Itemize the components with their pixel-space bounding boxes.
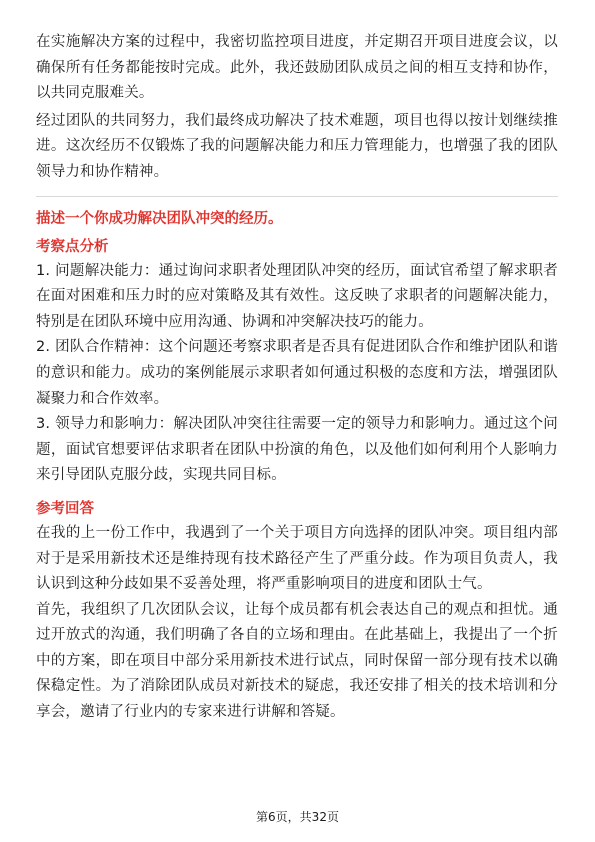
page-number: 第6页，共32页 xyxy=(256,810,339,824)
answer-heading: 参考回答 xyxy=(36,500,94,517)
analysis-point-2: 2. 团队合作精神：这个问题还考察求职者是否具有促进团队合作和维护团队和谐的意识和能力。成功的案例能展示求职者如何通过积极的态度和方法，增强团队凝聚力和合作效率。 xyxy=(36,339,558,407)
answer-paragraph-1: 在我的上一份工作中，我遇到了一个关于项目方向选择的团队冲突。项目组内部对于是采用新技术还是维持现有技术路径产生了严重分歧。作为项目负责人，我认识到这种分歧如果不妥善处理，将严重影响项目的进度和团队士气。 xyxy=(36,524,558,593)
analysis-point-3: 3. 领导力和影响力：解决团队冲突往往需要一定的领导力和影响力。通过这个问题，面试官想要评估求职者在团队中扮演的角色，以及他们如何利用个人影响力来引导团队克服分歧，实现共同目标。 xyxy=(36,416,558,484)
answer-paragraph-2: 首先，我组织了几次团队会议，让每个成员都有机会表达自己的观点和担忧。通过开放式的沟通，我们明确了各自的立场和理由。在此基础上，我提出了一个折中的方案，即在项目中部分采用新技术进行试点，同时保留一部分现有技术以确保稳定性。为了消除团队成员对新技术的疑虑，我还安排了相关的技术培训和分享会，邀请了行业内的专家来进行讲解和答疑。 xyxy=(36,601,558,721)
analysis-point-1: 1. 问题解决能力：通过询问求职者处理团队冲突的经历，面试官希望了解求职者在面对困难和压力时的应对策略及其有效性。这反映了求职者的问题解决能力，特别是在团队环境中应用沟通、协调和冲突解决技巧的能力。 xyxy=(36,262,558,330)
analysis-heading: 考察点分析 xyxy=(36,238,109,255)
page-content xyxy=(36,30,558,726)
question-title: 描述一个你成功解决团队冲突的经历。 xyxy=(36,210,283,227)
section-divider xyxy=(36,196,558,197)
intro-paragraph-1: 在实施解决方案的过程中，我密切监控项目进度，并定期召开项目进度会议，以确保所有任务都能按时完成。此外，我还鼓励团队成员之间的相互支持和协作，以共同克服难关。 xyxy=(36,34,558,102)
intro-paragraph-2: 经过团队的共同努力，我们最终成功解决了技术难题，项目也得以按计划继续推进。这次经历不仅锻炼了我的问题解决能力和压力管理能力，也增强了我的团队领导力和协作精神。 xyxy=(36,112,558,180)
